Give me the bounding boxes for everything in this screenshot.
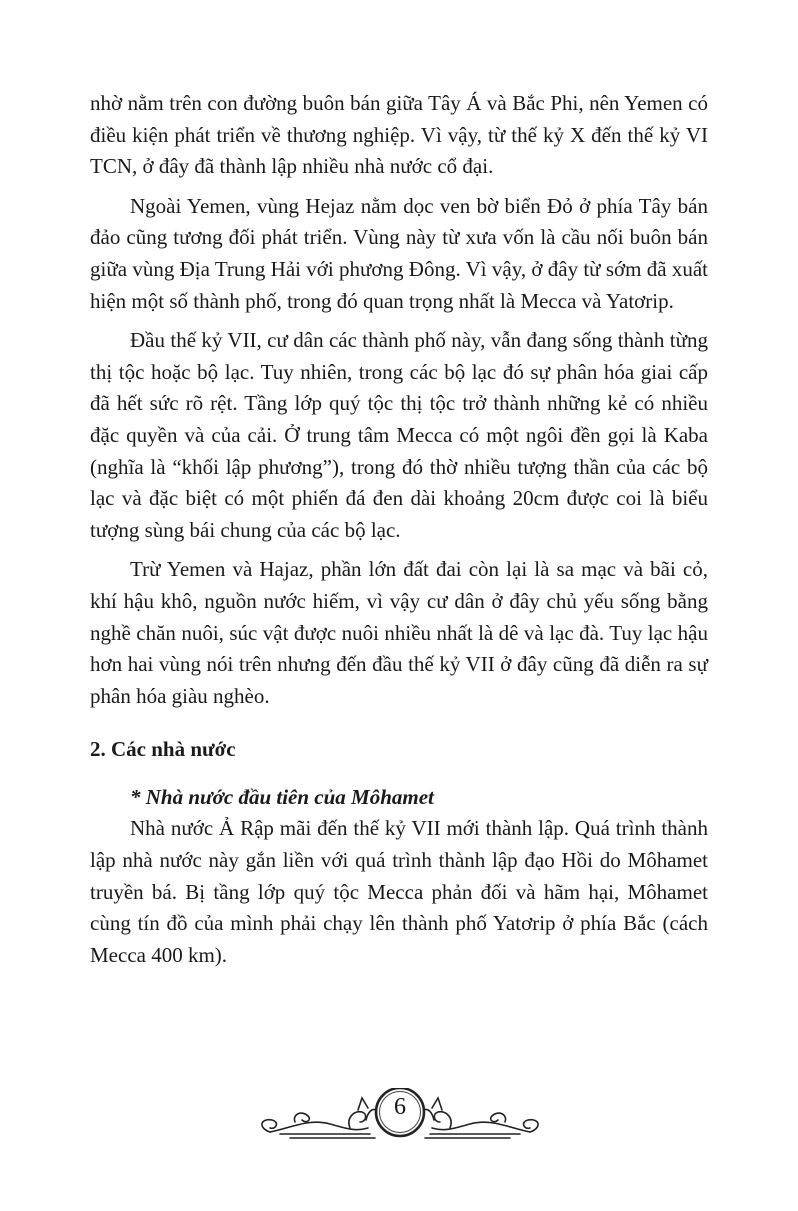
paragraph-desert-regions: Trừ Yemen và Hajaz, phần lớn đất đai còn lại là sa mạc và bãi cỏ, khí hậu khô, nguồn nước hiếm, vì vậy cư dân ở đây chủ yếu sống bằng nghề chăn nuôi, súc vật được nuôi nhiều nhất là dê và lạc đà. Tuy lạc hậu hơn hai vùng nói trên nhưng đến đầu thế kỷ VII ở đây cũng đã diễn ra sự phân hóa giàu nghèo. — [90, 557, 708, 708]
paragraph-seventh-century: Đầu thế kỷ VII, cư dân các thành phố này, vẫn đang sống thành từng thị tộc hoặc bộ lạc. Tuy nhiên, trong các bộ lạc đó sự phân hóa giai cấp đã hết sức rõ rệt. Tầng lớp quý tộc thị tộc trở thành những kẻ có nhiều đặc quyền và của cải. Ở trung tâm Mecca có một ngôi đền gọi là Kaba (nghĩa là “khối lập phương”), trong đó thờ nhiều tượng thần của các bộ lạc và đặc biệt có một phiến đá đen dài khoảng 20cm được coi là biểu tượng sùng bái chung của các bộ lạc. — [90, 328, 708, 542]
section-heading: 2. Các nhà nước — [90, 737, 236, 762]
page-content — [90, 88, 708, 971]
paragraph-continuation: nhờ nằm trên con đường buôn bán giữa Tây Á và Bắc Phi, nên Yemen có điều kiện phát triển về thương nghiệp. Vì vậy, từ thế kỷ X đến thế kỷ VI TCN, ở đây đã thành lập nhiều nhà nước cổ đại. — [90, 91, 708, 179]
page-number: 6 — [394, 1094, 406, 1120]
page-footer — [250, 1088, 550, 1148]
paragraph-first-state: Nhà nước Ả Rập mãi đến thế kỷ VII mới thành lập. Quá trình thành lập nhà nước này gắn liền với quá trình thành lập đạo Hồi do Môhamet truyền bá. Bị tầng lớp quý tộc Mecca phản đối và hãm hại, Môhamet cùng tín đồ của mình phải chạy lên thành phố Yatơrip ở phía Bắc (cách Mecca 400 km). — [90, 816, 708, 967]
subsection-heading: * Nhà nước đầu tiên của Môhamet — [130, 784, 434, 809]
paragraph-hejaz: Ngoài Yemen, vùng Hejaz nằm dọc ven bờ biển Đỏ ở phía Tây bán đảo cũng tương đối phát triển. Vùng này từ xưa vốn là cầu nối buôn bán giữa vùng Địa Trung Hải với phương Đông. Vì vậy, ở đây từ sớm đã xuất hiện một số thành phố, trong đó quan trọng nhất là Mecca và Yatơrip. — [90, 193, 708, 313]
